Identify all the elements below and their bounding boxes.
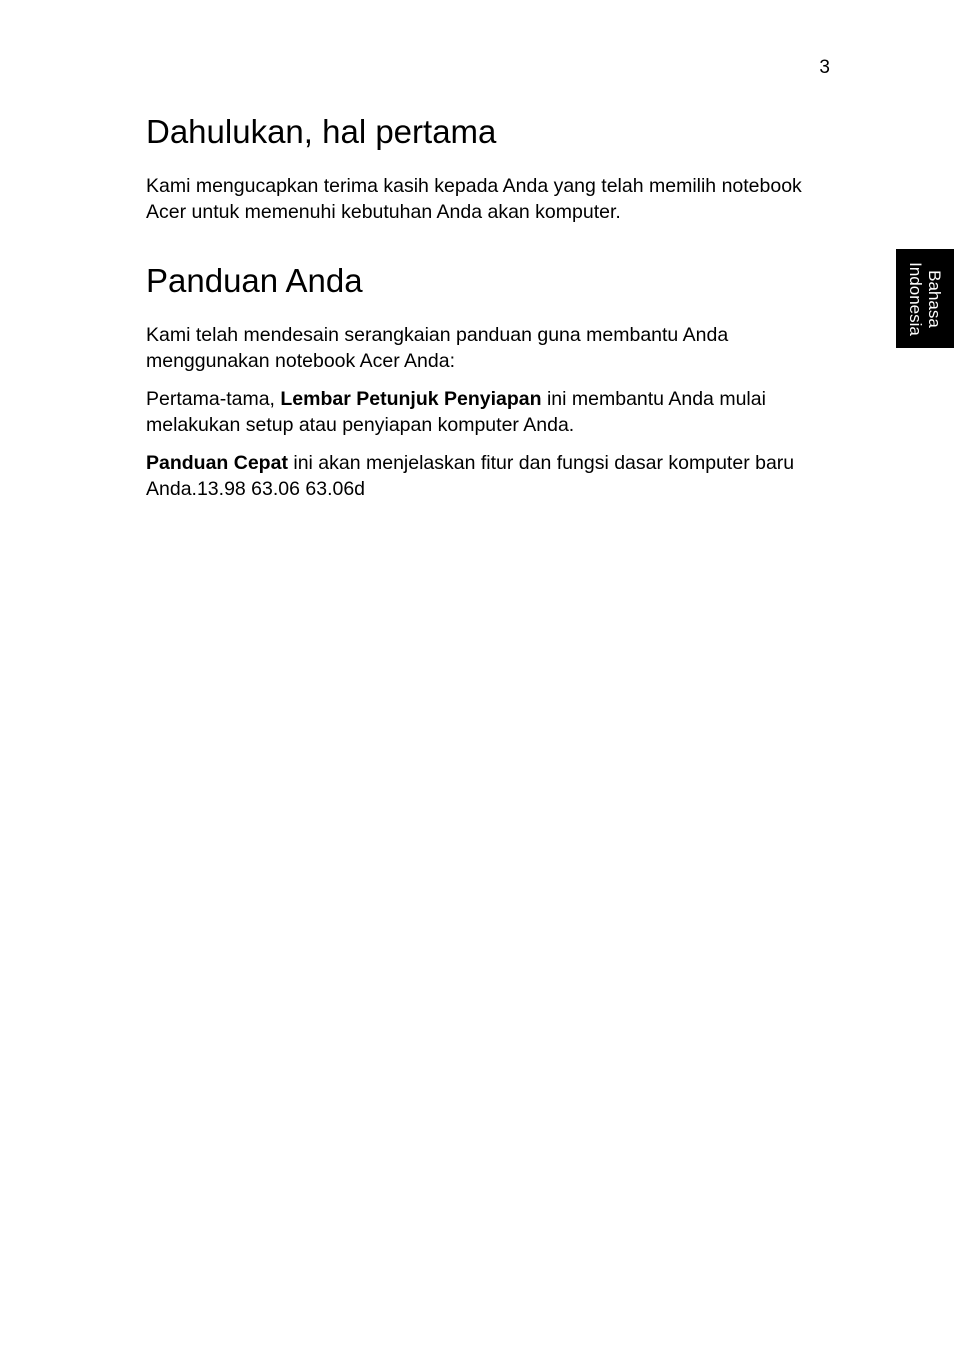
heading-dahulukan: Dahulukan, hal pertama xyxy=(146,113,497,150)
setup-guide-title: Lembar Petunjuk Penyiapan xyxy=(280,388,542,410)
language-tab xyxy=(896,249,954,348)
quick-guide-description: ini akan menjelaskan fitur dan fungsi dasar komputer baru Anda.13.98 63.06 63.06d xyxy=(146,452,795,500)
page-number: 3 xyxy=(819,57,830,78)
setup-guide-prefix: Pertama-tama, xyxy=(146,388,281,410)
thanks-paragraph: Kami mengucapkan terima kasih kepada Anda yang telah memilih notebook Acer untuk memenuhi kebutuhan Anda akan komputer. xyxy=(146,175,802,223)
page-content xyxy=(146,112,836,502)
heading-panduan-anda: Panduan Anda xyxy=(146,262,363,299)
guides-intro-paragraph: Kami telah mendesain serangkaian panduan guna membantu Anda menggunakan notebook Acer Anda: xyxy=(146,324,729,372)
quick-guide-title: Panduan Cepat xyxy=(146,452,288,474)
quick-guide-paragraph xyxy=(146,451,836,502)
setup-guide-paragraph xyxy=(146,387,836,438)
setup-guide-description: ini membantu Anda mulai melakukan setup atau penyiapan komputer Anda. xyxy=(146,388,766,436)
language-tab-label xyxy=(906,262,944,336)
language-tab-line2: Indonesia xyxy=(906,261,925,336)
language-tab-line1: Bahasa xyxy=(925,269,944,328)
